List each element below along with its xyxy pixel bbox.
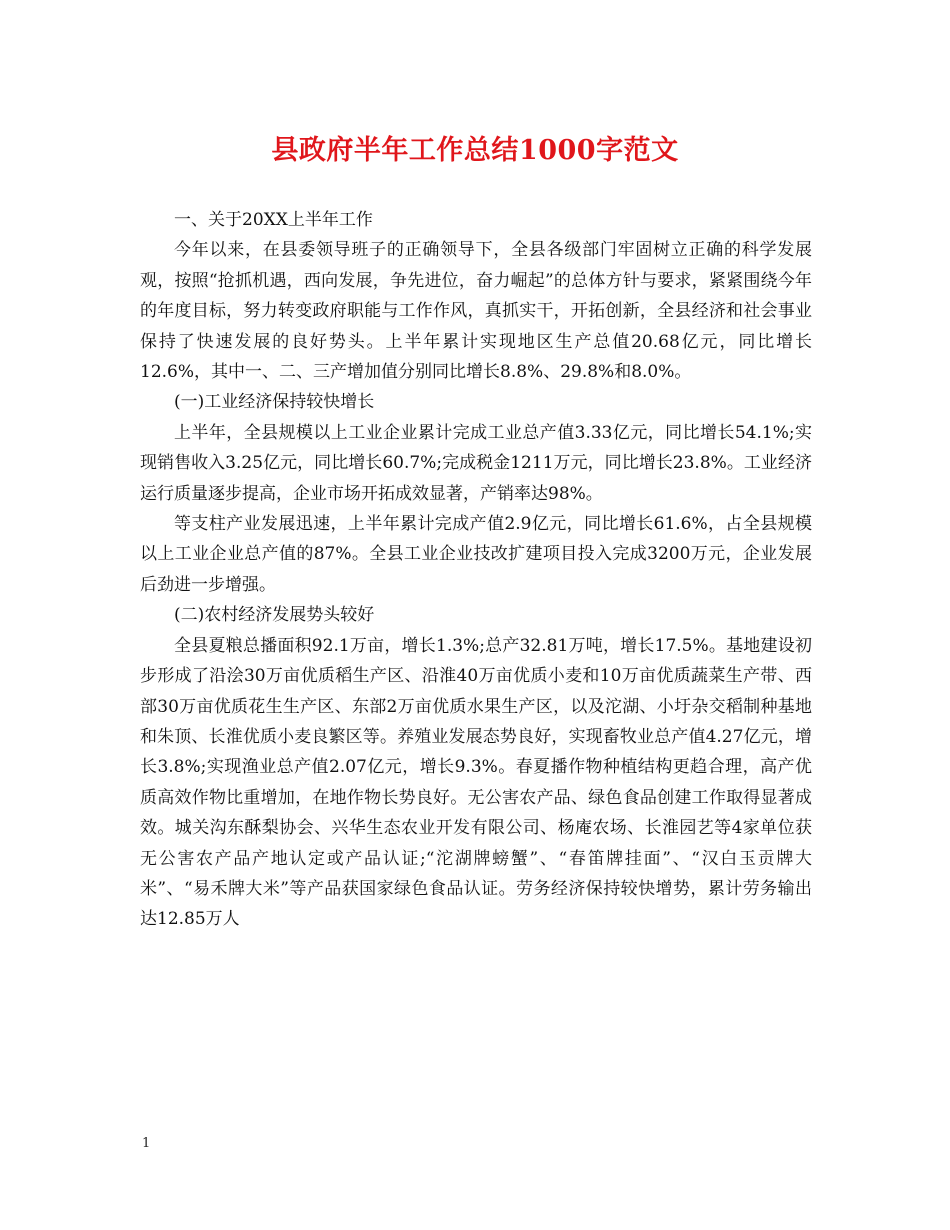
page-number: 1 [142, 1136, 151, 1151]
paragraph-agriculture: 全县夏粮总播面积92.1万亩，增长1.3%;总产32.81万吨，增长17.5%。基地建设初步形成了沿浍30万亩优质稻生产区、沿淮40万亩优质小麦和10万亩优质蔬菜生产带、西部30万亩优质花生生产区、东部2万亩优质水果生产区，以及沱湖、小圩杂交稻制种基地和朱顶、长淮优质小麦良繁区等。养殖业发展态势良好，实现畜牧业总产值4.27亿元，增长3.8%;实现渔业总产值2.07亿元，增长9.3%。春夏播作物种植结构更趋合理，高产优质高效作物比重增加，在地作物长势良好。无公害农产品、绿色食品创建工作取得显著成效。城关沟东酥梨协会、兴华生态农业开发有限公司、杨庵农场、长淮园艺等4家单位获无公害农产品产地认定或产品认证;“沱湖牌螃蟹”、“春笛牌挂面”、“汉白玉贡牌大米”、“易禾牌大米”等产品获国家绿色食品认证。劳务经济保持较快增势，累计劳务输出达12.85万人 [140, 635, 812, 930]
document-title: 县政府半年工作总结1000字范文 [271, 135, 679, 166]
subsection-heading-agriculture: (二)农村经济发展势头较好 [174, 605, 375, 626]
paragraph-overview: 今年以来，在县委领导班子的正确领导下，全县各级部门牢固树立正确的科学发展观，按照“抢抓机遇，西向发展，争先进位，奋力崛起”的总体方针与要求，紧紧围绕今年的年度目标，努力转变政府职能与工作作风，真抓实干，开拓创新，全县经济和社会事业保持了快速发展的良好势头。上半年累计实现地区生产总值20.68亿元，同比增长12.6%，其中一、二、三产增加值分别同比增长8.8%、29.8%和8.0%。 [140, 240, 812, 383]
paragraph-pillar-industries: 等支柱产业发展迅速，上半年累计完成产值2.9亿元，同比增长61.6%，占全县规模以上工业企业总产值的87%。全县工业企业技改扩建项目投入完成3200万元，企业发展后劲进一步增强。 [140, 514, 812, 595]
document-body [140, 205, 812, 935]
paragraph-industry: 上半年，全县规模以上工业企业累计完成工业总产值3.33亿元，同比增长54.1%;实现销售收入3.25亿元，同比增长60.7%;完成税金1211万元，同比增长23.8%。工业经济运行质量逐步提高，企业市场开拓成效显著，产销率达98%。 [140, 422, 812, 504]
section-heading-1: 一、关于20XX上半年工作 [174, 210, 373, 230]
subsection-heading-industry: (一)工业经济保持较快增长 [174, 392, 375, 413]
